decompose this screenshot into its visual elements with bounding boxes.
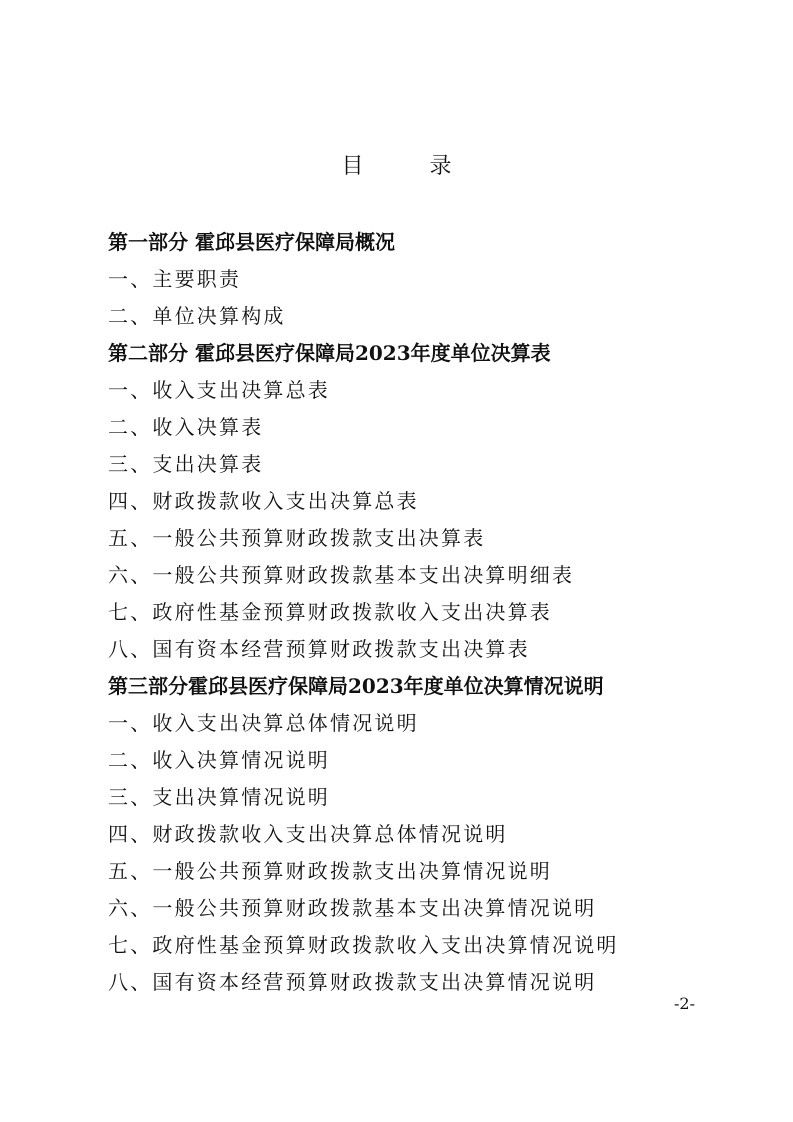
toc-item: 二、收入决算表 bbox=[108, 415, 264, 439]
toc-item: 四、财政拨款收入支出决算总体情况说明 bbox=[108, 822, 508, 846]
toc-item: 五、一般公共预算财政拨款支出决算情况说明 bbox=[108, 859, 552, 883]
toc-item: 一、收入支出决算总体情况说明 bbox=[108, 711, 419, 735]
toc-item: 七、政府性基金预算财政拨款收入支出决算表 bbox=[108, 600, 552, 624]
page-title: 目 录 bbox=[341, 154, 474, 179]
toc-item: 七、政府性基金预算财政拨款收入支出决算情况说明 bbox=[108, 933, 619, 957]
table-of-contents bbox=[108, 224, 748, 1001]
toc-item: 三、支出决算表 bbox=[108, 452, 264, 476]
toc-item: 八、国有资本经营预算财政拨款支出决算情况说明 bbox=[108, 970, 597, 994]
toc-item: 一、收入支出决算总表 bbox=[108, 378, 330, 402]
toc-item: 二、收入决算情况说明 bbox=[108, 748, 330, 772]
toc-part-2: 第二部分 霍邱县医疗保障局2023年度单位决算表 bbox=[108, 341, 551, 365]
toc-item: 六、一般公共预算财政拨款基本支出决算情况说明 bbox=[108, 896, 597, 920]
toc-item: 四、财政拨款收入支出决算总表 bbox=[108, 489, 419, 513]
toc-part-1: 第一部分 霍邱县医疗保障局概况 bbox=[108, 230, 395, 254]
toc-item: 六、一般公共预算财政拨款基本支出决算明细表 bbox=[108, 563, 575, 587]
toc-item: 五、一般公共预算财政拨款支出决算表 bbox=[108, 526, 486, 550]
toc-item: 二、单位决算构成 bbox=[108, 304, 286, 328]
toc-part-3: 第三部分霍邱县医疗保障局2023年度单位决算情况说明 bbox=[108, 674, 604, 698]
toc-item: 八、国有资本经营预算财政拨款支出决算表 bbox=[108, 637, 530, 661]
toc-item: 一、主要职责 bbox=[108, 267, 242, 291]
toc-item: 三、支出决算情况说明 bbox=[108, 785, 330, 809]
page-number: -2- bbox=[674, 994, 695, 1013]
